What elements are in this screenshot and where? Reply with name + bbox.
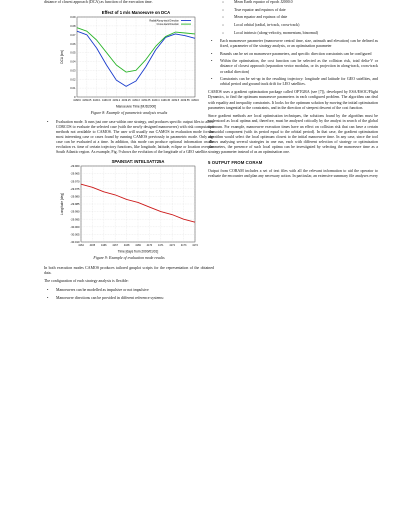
x-tick-label: 4169.55	[180, 98, 190, 102]
section-heading: 5 OUTPUT FROM CORAM	[208, 160, 263, 166]
x-tick-label: 4169.4	[151, 98, 160, 102]
y-tick-label: -30.005	[70, 233, 80, 237]
y-axis-label: DCA [km]	[60, 49, 64, 64]
y-tick-label: -29.960	[70, 165, 80, 169]
y-tick-label: -29.980	[70, 195, 80, 199]
y-tick-label: 0.05	[70, 51, 76, 55]
gradient-paragraph: Since gradient methods are local optimisation techniques, the solutions found by the algorithm must be understood as local optima and, therefore, must be analysed critically by the analyst in search of the global optimum. For example, manoeuvre execution times have an effect on collision risk that can have a certain sinusoidal component (with its period equal to the orbital period). In that case, the gradient optimisation algorithm would select the local optimum closest to the initial manoeuvre time. In any case, since the tool allows analysing several strategies in one run, each with different selection of strategy or optimisation parameters, the presence of such local optima can be investigated by selecting the manoeuvre time as a strategy parameter instead of as an optimisation one.	[208, 114, 378, 154]
circle-bullet-icon: ○	[222, 0, 225, 4]
y-tick-label: 0.02	[70, 78, 76, 82]
circle-bullet-icon: ○	[222, 15, 225, 20]
x-tick-label: 4169.45	[160, 98, 171, 102]
y-tick-label: -30.010	[70, 241, 80, 245]
circle-bullet-icon: ○	[222, 23, 225, 28]
figure-8	[44, 9, 214, 116]
reference-system-item: ○ True equator and equinox of date	[222, 7, 286, 12]
x-tick-label: 4171	[158, 244, 164, 248]
bullet-icon: •	[47, 288, 49, 292]
reference-system-item: ○ Local orbital (radial, in-track, cross-track)	[222, 23, 300, 28]
optgra-paragraph: CAMOS uses a gradient optimisation package called OPTGRA (see [7]), developed by ESA/ESOC/Flight Dynamics, to find the optimum manoeuvre parameters in each configured problem. The algorithm can deal with equality and inequality constraints. It looks for the optimum solution by moving the initial optimisation parameters tangential to the constraints, and in the direction of steepest descent of the cost function.	[208, 90, 378, 110]
reference-system-list	[208, 0, 378, 36]
y-tick-label: -29.970	[70, 180, 80, 184]
parameter-item: • Within the optimisation, the cost function can be selected as the collision risk, total delta-V or distance of closest approach (separation vector modulus, or its projection in along-track, cross-track or radial direction)	[211, 59, 378, 74]
y-tick-label: -30.000	[70, 226, 80, 230]
chart-title: Effect of 1 m/s Manoeuvre on DCA	[101, 9, 171, 15]
x-tick-label: 4169.15	[101, 98, 112, 102]
y-tick-label: -29.985	[70, 203, 80, 207]
reference-system-item: ○ Local intrinsic (along-velocity, momentum, binormal)	[222, 30, 319, 35]
x-tick-label: 4169.3	[132, 98, 140, 102]
config-list	[44, 288, 214, 301]
x-axis-label: Time [days from 2000/01/01]	[117, 249, 159, 254]
figure-8-caption: Figure 8: Example of parametric analysis results	[90, 110, 168, 115]
evaluation-mode-item: • Evaluation mode. It runs just one case within one strategy, and produces specific output files to allow CORCOS to evaluate the selected case (with the newly designed manoeuvres) with risk computation methods not available to CAMOS. The user will usually run CAMOS in evaluation mode for the most interesting case or cases found by running CAMOS previously in parametric mode. Only one case can be evaluated at a time. In addition, this mode can produce optional information on the evolution vs. time of certain trajectory functions, like longitude, latitude, eclipse or location over the South Atlantic region. As example, Fig. 9 shows the evolution of the longitude of a GEO satellite.	[47, 119, 214, 155]
legend-label: Cross-track Direction	[156, 22, 179, 26]
x-tick-label: 4174	[192, 244, 198, 248]
bullet-icon: •	[47, 119, 49, 124]
evaluation-mode-chart	[59, 158, 199, 254]
intro-paragraph: distance of closest approach (DCA) as function of the execution time.	[44, 0, 153, 4]
parameter-item: • Each manoeuvre parameter (manoeuvre central time, size, azimuth and elevation) can be defined as fixed, a parameter of the strategy analysis, or an optimisation parameter	[211, 38, 378, 48]
figure-9	[44, 158, 214, 261]
y-tick-label: -29.965	[70, 173, 80, 177]
config-item: • Manoeuvre directions can be provided in different reference systems:	[47, 295, 164, 300]
x-tick-label: 4169.2	[112, 98, 121, 102]
bullet-icon: •	[47, 295, 49, 300]
x-tick-label: 4170	[146, 244, 153, 248]
x-tick-label: 4164	[78, 244, 84, 248]
right-column	[208, 0, 378, 182]
bullet-icon: •	[211, 51, 213, 56]
x-tick-label: 4169.6	[191, 98, 199, 102]
legend-label: Radial/Along-track Direction	[149, 19, 179, 23]
x-tick-label: 4167	[112, 244, 118, 248]
bullet-icon: •	[211, 38, 213, 43]
y-tick-label: -29.975	[70, 188, 80, 192]
circle-bullet-icon: ○	[222, 7, 225, 12]
figure-9-caption: Figure 9: Example of evaluation mode results	[93, 256, 165, 261]
x-tick-label: 4168	[123, 244, 130, 248]
y-tick-label: 0.06	[70, 42, 76, 46]
parameter-item: • Bounds can be set on manoeuvre parameters, and specific direction constraints can be configured	[211, 51, 372, 56]
y-tick-label: 0	[74, 95, 76, 99]
circle-bullet-icon: ○	[222, 30, 225, 35]
bullet-icon: •	[211, 59, 213, 64]
x-tick-label: 4166	[101, 244, 107, 248]
camos-paragraph: In both execution modes CAMOS produces tailored gnuplot scripts for the representation of the obtained data.	[44, 265, 214, 275]
config-paragraph: The configuration of each strategy analysis is flexible:	[44, 279, 129, 284]
x-tick-label: 4169.35	[141, 98, 151, 102]
x-tick-label: 4169	[135, 244, 141, 248]
y-tick-label: 0.07	[70, 33, 76, 37]
x-tick-label: 4172	[169, 244, 175, 248]
x-tick-label: 4169.05	[82, 98, 92, 102]
y-tick-label: 0.09	[70, 15, 76, 19]
x-axis-label: Manoeuvre Time [MJD2000]	[115, 104, 157, 109]
mode-list	[44, 120, 214, 156]
parameter-item: • Constraints can be set-up in the resulting trajectory: longitude and latitude for GEO satellites, and orbital period and ground track drift for LEO satellites.	[211, 77, 378, 87]
y-tick-label: 0.04	[70, 60, 76, 64]
chart-title: SPAINSAT: INTELSAT725A	[111, 159, 165, 165]
left-column	[44, 0, 214, 304]
manoeuvre-parameter-list	[208, 39, 378, 88]
reference-system-item: ○ Mean equator and equinox of date	[222, 15, 288, 20]
x-tick-label: 4165	[89, 244, 96, 248]
y-tick-label: 0.01	[70, 86, 76, 90]
x-tick-label: 4169.25	[121, 98, 131, 102]
reference-system-item: ○ Mean Earth equator of epoch J2000.0	[222, 0, 293, 4]
x-tick-label: 4169.5	[171, 98, 180, 102]
x-tick-label: 4173	[180, 244, 187, 248]
y-tick-label: -29.990	[70, 211, 80, 215]
parametric-analysis-chart	[59, 9, 199, 109]
y-axis-label: Longitude [deg]	[60, 193, 64, 216]
y-tick-label: 0.03	[70, 69, 76, 73]
x-tick-label: 4169.1	[92, 98, 101, 102]
y-tick-label: 0.08	[70, 24, 76, 28]
config-item: • Manoeuvres can be modelled as impulsive or not impulsive	[47, 288, 149, 292]
bullet-icon: •	[211, 77, 213, 82]
x-tick-label: 4168.6	[73, 98, 81, 102]
output-paragraph: Output from CORAM includes a set of text files with all the relevant information to aid the operator to evaluate the encounter and plan any necessary action. In particular, an extensive summary file analyses every	[208, 168, 378, 178]
y-tick-label: -29.995	[70, 218, 80, 222]
